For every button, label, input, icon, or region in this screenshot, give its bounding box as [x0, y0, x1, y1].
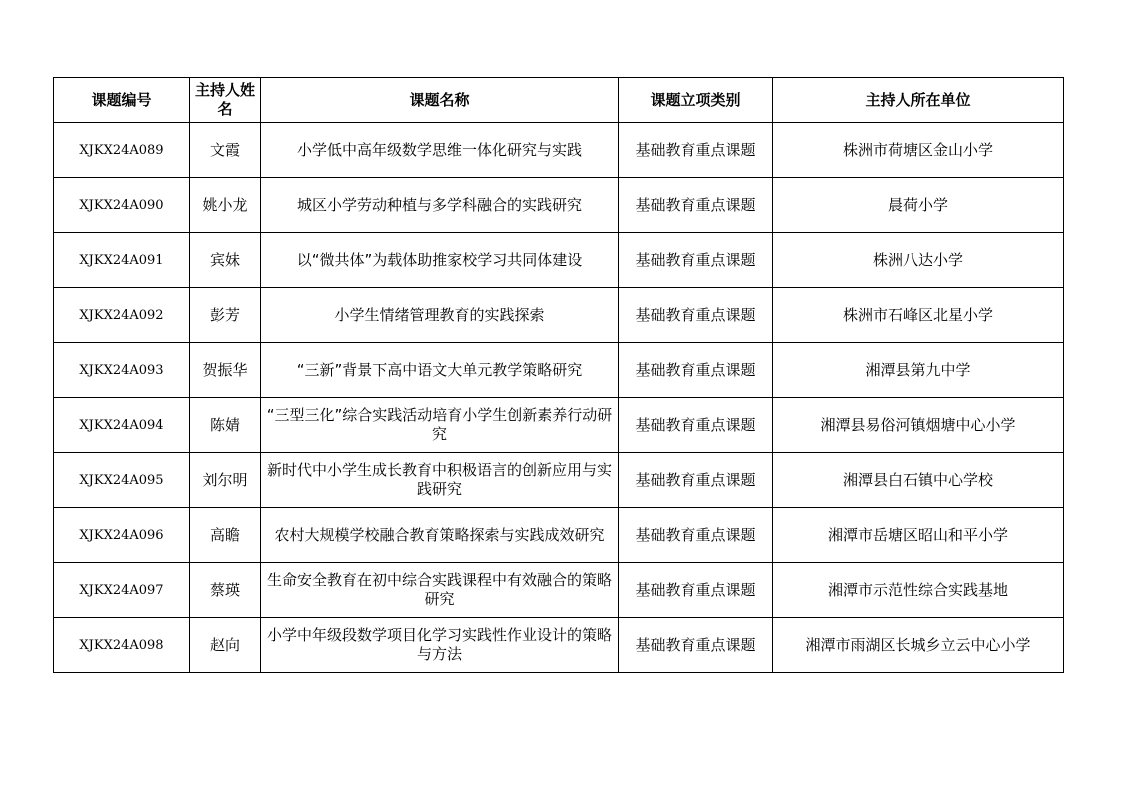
table-header-row [54, 78, 1064, 123]
table-row [54, 618, 1064, 673]
project-title-cell: 小学低中高年级数学思维一体化研究与实践 [261, 123, 619, 178]
project-title-cell: 以“微共体”为载体助推家校学习共同体建设 [261, 233, 619, 288]
leader-name-cell: 贺振华 [190, 343, 261, 398]
leader-name-cell: 刘尔明 [190, 453, 261, 508]
leader-unit-cell: 晨荷小学 [773, 178, 1064, 233]
project-title-cell: 小学中年级段数学项目化学习实践性作业设计的策略与方法 [261, 618, 619, 673]
project-title-cell: 小学生情绪管理教育的实践探索 [261, 288, 619, 343]
project-category-cell: 基础教育重点课题 [619, 343, 773, 398]
leader-unit-cell: 株洲市石峰区北星小学 [773, 288, 1064, 343]
table-row [54, 233, 1064, 288]
project-id-cell: XJKX24A097 [54, 563, 190, 618]
project-id-cell: XJKX24A093 [54, 343, 190, 398]
project-title-cell: 生命安全教育在初中综合实践课程中有效融合的策略研究 [261, 563, 619, 618]
table-row [54, 398, 1064, 453]
table-row [54, 508, 1064, 563]
leader-unit-cell: 湘潭市示范性综合实践基地 [773, 563, 1064, 618]
project-category-cell: 基础教育重点课题 [619, 233, 773, 288]
project-table [53, 77, 1064, 673]
project-id-cell: XJKX24A091 [54, 233, 190, 288]
leader-unit-cell: 湘潭县第九中学 [773, 343, 1064, 398]
project-id-cell: XJKX24A089 [54, 123, 190, 178]
leader-name-cell: 彭芳 [190, 288, 261, 343]
project-title-cell: 新时代中小学生成长教育中积极语言的创新应用与实践研究 [261, 453, 619, 508]
table-row [54, 343, 1064, 398]
project-category-cell: 基础教育重点课题 [619, 178, 773, 233]
leader-unit-cell: 湘潭市岳塘区昭山和平小学 [773, 508, 1064, 563]
project-category-cell: 基础教育重点课题 [619, 398, 773, 453]
leader-name-cell: 文霞 [190, 123, 261, 178]
project-id-cell: XJKX24A096 [54, 508, 190, 563]
leader-name-cell: 陈婧 [190, 398, 261, 453]
table-row [54, 123, 1064, 178]
header-leader-name: 主持人姓名 [190, 78, 261, 123]
header-project-category: 课题立项类别 [619, 78, 773, 123]
header-project-title: 课题名称 [261, 78, 619, 123]
project-id-cell: XJKX24A098 [54, 618, 190, 673]
project-category-cell: 基础教育重点课题 [619, 563, 773, 618]
leader-name-cell: 宾妹 [190, 233, 261, 288]
leader-unit-cell: 株洲八达小学 [773, 233, 1064, 288]
leader-unit-cell: 株洲市荷塘区金山小学 [773, 123, 1064, 178]
project-id-cell: XJKX24A092 [54, 288, 190, 343]
table-row [54, 288, 1064, 343]
project-id-cell: XJKX24A090 [54, 178, 190, 233]
leader-name-cell: 高瞻 [190, 508, 261, 563]
leader-name-cell: 姚小龙 [190, 178, 261, 233]
project-id-cell: XJKX24A095 [54, 453, 190, 508]
table-row [54, 453, 1064, 508]
project-id-cell: XJKX24A094 [54, 398, 190, 453]
project-category-cell: 基础教育重点课题 [619, 508, 773, 563]
header-leader-unit: 主持人所在单位 [773, 78, 1064, 123]
project-title-cell: 农村大规模学校融合教育策略探索与实践成效研究 [261, 508, 619, 563]
project-title-cell: “三型三化”综合实践活动培育小学生创新素养行动研究 [261, 398, 619, 453]
table-row [54, 178, 1064, 233]
project-title-cell: “三新”背景下高中语文大单元教学策略研究 [261, 343, 619, 398]
project-category-cell: 基础教育重点课题 [619, 618, 773, 673]
leader-name-cell: 赵向 [190, 618, 261, 673]
header-project-id: 课题编号 [54, 78, 190, 123]
leader-name-cell: 蔡瑛 [190, 563, 261, 618]
project-title-cell: 城区小学劳动种植与多学科融合的实践研究 [261, 178, 619, 233]
leader-unit-cell: 湘潭县易俗河镇烟塘中心小学 [773, 398, 1064, 453]
project-category-cell: 基础教育重点课题 [619, 288, 773, 343]
project-category-cell: 基础教育重点课题 [619, 453, 773, 508]
leader-unit-cell: 湘潭县白石镇中心学校 [773, 453, 1064, 508]
table-row [54, 563, 1064, 618]
leader-unit-cell: 湘潭市雨湖区长城乡立云中心小学 [773, 618, 1064, 673]
project-category-cell: 基础教育重点课题 [619, 123, 773, 178]
